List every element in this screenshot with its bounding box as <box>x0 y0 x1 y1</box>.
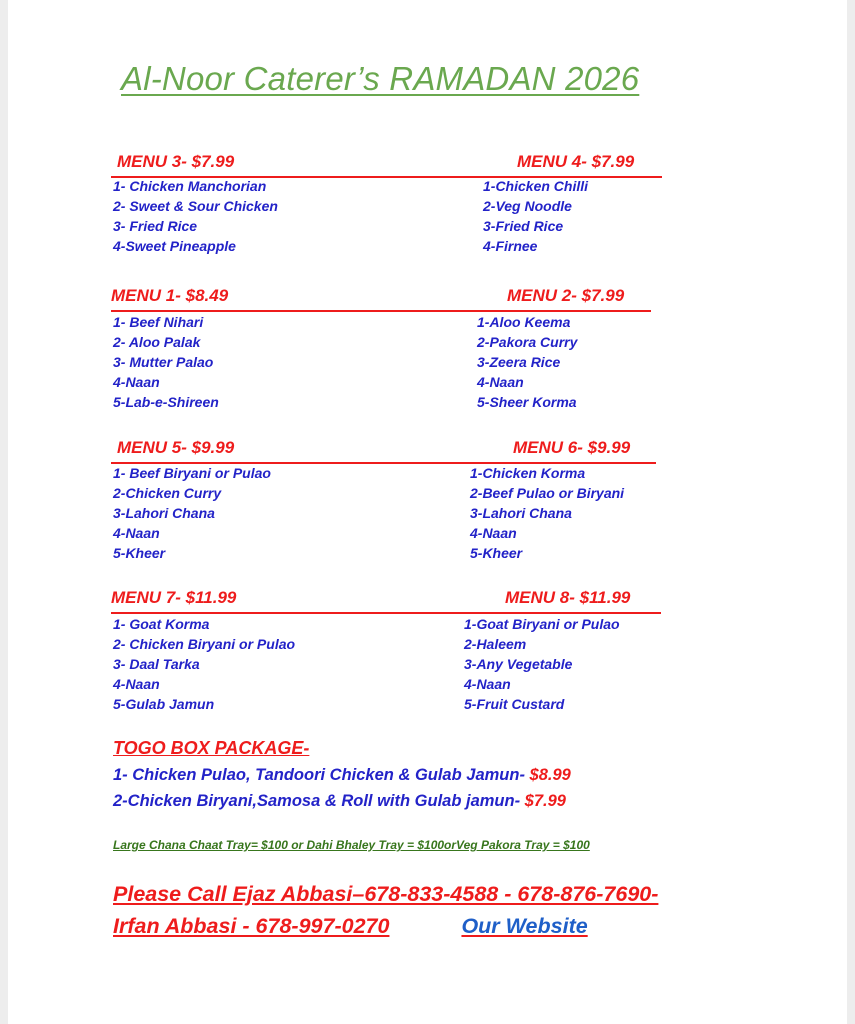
contact-line-1: Please Call Ejaz Abbasi–678-833-4588 - 678-876-7690- <box>113 882 659 906</box>
list-item: 2-Veg Noodle <box>483 198 572 214</box>
menu-row-2-heading <box>111 286 651 312</box>
menu-page <box>8 0 847 1024</box>
menu-8-items <box>464 614 620 714</box>
list-item: 5-Gulab Jamun <box>113 696 215 712</box>
list-item: 1-Chicken Korma <box>470 465 586 481</box>
menu-3-heading: MENU 3- $7.99 <box>117 152 235 171</box>
list-item: 3- Fried Rice <box>113 218 198 234</box>
list-item: 4-Naan <box>464 676 511 692</box>
list-item: 1-Aloo Keema <box>477 314 571 330</box>
list-item: 3- Mutter Palao <box>113 354 214 370</box>
menu-6-heading: MENU 6- $9.99 <box>513 438 631 457</box>
list-item: 5-Kheer <box>113 545 166 561</box>
list-item: 4-Naan <box>113 525 160 541</box>
list-item: 3-Zeera Rice <box>477 354 561 370</box>
togo-line-2-price: $7.99 <box>520 792 566 810</box>
list-item: 2-Beef Pulao or Biryani <box>470 485 625 501</box>
list-item: 3-Lahori Chana <box>113 505 215 521</box>
list-item: 4-Naan <box>477 374 524 390</box>
togo-line-1-price: $8.99 <box>524 766 571 784</box>
list-item: 2- Aloo Palak <box>113 334 201 350</box>
list-item: 3-Any Vegetable <box>464 656 573 672</box>
list-item: 5-Lab-e-Shireen <box>113 394 219 410</box>
togo-line-2-text: 2-Chicken Biryani,Samosa & Roll with Gulab jamun- <box>113 792 521 810</box>
list-item: 2-Pakora Curry <box>477 334 578 350</box>
menu-7-heading: MENU 7- $11.99 <box>111 588 237 607</box>
menu-4-items <box>483 176 588 256</box>
togo-line-1 <box>113 766 571 785</box>
list-item: 4-Naan <box>470 525 517 541</box>
togo-line-2 <box>113 792 566 811</box>
menu-1-heading: MENU 1- $8.49 <box>111 286 229 305</box>
list-item: 4-Firnee <box>483 238 538 254</box>
menu-5-items <box>113 463 271 563</box>
list-item: 2-Chicken Curry <box>113 485 222 501</box>
menu-7-items <box>113 614 295 714</box>
list-item: 4-Sweet Pineapple <box>113 238 236 254</box>
list-item: 2- Chicken Biryani or Pulao <box>113 636 296 652</box>
menu-8-heading: MENU 8- $11.99 <box>505 588 631 607</box>
list-item: 3-Fried Rice <box>483 218 564 234</box>
list-item: 1- Beef Nihari <box>113 314 204 330</box>
list-item: 5-Kheer <box>470 545 523 561</box>
list-item: 1- Goat Korma <box>113 616 210 632</box>
tray-prices: Large Chana Chaat Tray= $100 or Dahi Bhaley Tray = $100orVeg Pakora Tray = $100 <box>113 838 590 852</box>
menu-3-items <box>113 176 278 256</box>
list-item: 1-Goat Biryani or Pulao <box>464 616 620 632</box>
menu-5-heading: MENU 5- $9.99 <box>117 438 235 457</box>
list-item: 4-Naan <box>113 374 160 390</box>
menu-2-heading: MENU 2- $7.99 <box>507 286 625 305</box>
list-item: 3- Daal Tarka <box>113 656 200 672</box>
togo-line-1-text: 1- Chicken Pulao, Tandoori Chicken & Gulab Jamun- <box>113 766 525 784</box>
menu-row-3-heading <box>111 438 656 464</box>
list-item: 5-Fruit Custard <box>464 696 565 712</box>
contact-line-2 <box>113 914 588 939</box>
list-item: 1- Chicken Manchorian <box>113 178 267 194</box>
page-title: Al-Noor Caterer’s RAMADAN 2026 <box>121 60 640 97</box>
list-item: 1- Beef Biryani or Pulao <box>113 465 271 481</box>
website-link[interactable]: Our Website <box>461 914 588 938</box>
menu-6-items <box>470 463 624 563</box>
list-item: 1-Chicken Chilli <box>483 178 589 194</box>
menu-row-4-heading <box>111 588 661 614</box>
list-item: 2- Sweet & Sour Chicken <box>113 198 278 214</box>
contact-irfan: Irfan Abbasi - 678-997-0270 <box>113 914 390 938</box>
list-item: 4-Naan <box>113 676 160 692</box>
menu-1-items <box>113 312 219 412</box>
menu-row-1-heading <box>111 152 662 178</box>
list-item: 3-Lahori Chana <box>470 505 572 521</box>
togo-heading: TOGO BOX PACKAGE- <box>113 738 310 758</box>
menu-4-heading: MENU 4- $7.99 <box>517 152 635 171</box>
list-item: 2-Haleem <box>464 636 527 652</box>
list-item: 5-Sheer Korma <box>477 394 577 410</box>
menu-2-items <box>477 312 577 412</box>
